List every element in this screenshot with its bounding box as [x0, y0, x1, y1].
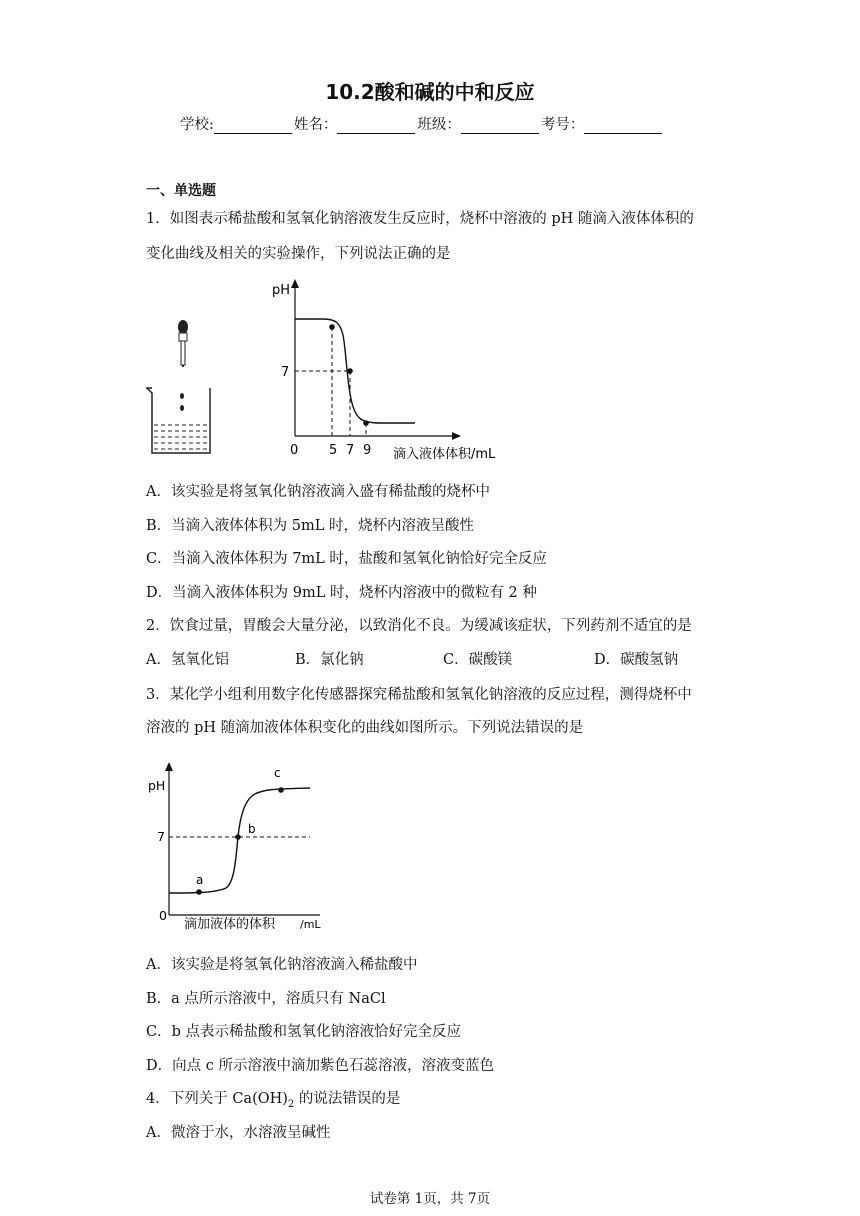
q3-option-b[interactable]: B．a 点所示溶液中，溶质只有 NaCl	[146, 991, 386, 1007]
class-blank[interactable]	[461, 119, 539, 134]
class-label: 班级：	[417, 117, 461, 133]
q1-option-a[interactable]: A．该实验是将氢氧化钠溶液滴入盛有稀盐酸的烧杯中	[146, 484, 490, 500]
q4-stem	[146, 1087, 400, 1110]
q1-x-tick-0: 0	[290, 443, 299, 458]
q3-label-b: b	[248, 822, 256, 836]
q1-x-tick-9: 9	[363, 443, 372, 458]
q1-x-tick-5: 5	[329, 443, 338, 458]
q1-option-b[interactable]: B．当滴入液体体积为 5mL 时，烧杯内溶液呈酸性	[146, 518, 474, 534]
number-label: 考号：	[540, 117, 585, 133]
q1-y-label: pH	[272, 283, 291, 298]
q1-stem-line2: 变化曲线及相关的实验操作，下列说法正确的是	[146, 246, 451, 262]
school-blank[interactable]	[214, 119, 292, 134]
q3-x-unit: /mL	[300, 918, 321, 931]
q3-option-a[interactable]: A．该实验是将氢氧化钠溶液滴入稀盐酸中	[146, 957, 418, 973]
q2-option-a[interactable]: A．氢氧化铝	[146, 652, 229, 668]
q3-y-label: pH	[148, 778, 166, 793]
q4-stem-pre: 4．下列关于 Ca(OH)	[146, 1091, 288, 1107]
school-label: 学校:	[180, 117, 214, 133]
student-info-line	[180, 113, 664, 134]
q2-option-b[interactable]: B．氯化钠	[295, 652, 364, 668]
q4-stem-sub: 2	[287, 1098, 295, 1110]
name-label: 姓名：	[293, 117, 338, 133]
beaker-icon	[146, 388, 210, 453]
q1-y-tick-7: 7	[281, 365, 290, 380]
q2-stem: 2．饮食过量，胃酸会大量分泌，以致消化不良。为缓减该症状，下列药剂不适宜的是	[146, 618, 692, 634]
q3-x-tick-0: 0	[159, 908, 167, 923]
number-blank[interactable]	[584, 119, 662, 134]
q1-point-9	[363, 420, 369, 426]
page-title: 10.2酸和碱的中和反应	[325, 80, 535, 104]
q3-y-tick-7: 7	[157, 829, 165, 844]
q3-x-label: 滴加液体的体积	[184, 917, 276, 932]
q2-option-c[interactable]: C．碳酸镁	[443, 652, 513, 668]
q3-stem-line2: 溶液的 pH 随滴加液体体积变化的曲线如图所示。下列说法错误的是	[146, 720, 584, 736]
q2-option-d[interactable]: D．碳酸氢钠	[594, 652, 679, 668]
q1-option-d[interactable]: D．当滴入液体体积为 9mL 时，烧杯内溶液中的微粒有 2 种	[146, 585, 537, 601]
q3-option-c[interactable]: C．b 点表示稀盐酸和氢氧化钠溶液恰好完全反应	[146, 1024, 461, 1040]
q1-x-label: 滴入液体体积/mL	[393, 447, 496, 462]
dropper-icon	[178, 320, 188, 411]
q3-ph-curve	[169, 788, 310, 893]
q3-option-d[interactable]: D．向点 c 所示溶液中滴加紫色石蕊溶液，溶液变蓝色	[146, 1058, 494, 1074]
q3-stem-line1: 3．某化学小组利用数字化传感器探究稀盐酸和氢氧化钠溶液的反应过程，测得烧杯中	[146, 687, 692, 703]
q3-point-b	[235, 834, 241, 840]
q3-point-a	[196, 889, 202, 895]
q1-figure	[140, 275, 530, 465]
q1-x-tick-7: 7	[346, 443, 355, 458]
q1-stem-line1: 1．如图表示稀盐酸和氢氧化钠溶液发生反应时，烧杯中溶液的 pH 随滴入液体体积的	[146, 211, 694, 227]
q1-option-c[interactable]: C．当滴入液体体积为 7mL 时，盐酸和氢氧化钠恰好完全反应	[146, 551, 547, 567]
section-heading: 一、单选题	[146, 183, 216, 199]
q3-point-c	[278, 787, 284, 793]
q3-figure	[140, 760, 350, 935]
name-blank[interactable]	[337, 119, 415, 134]
page-footer: 试卷第 1页，共 7页	[369, 1191, 491, 1207]
q3-label-a: a	[196, 873, 204, 887]
q1-point-7	[347, 368, 353, 374]
q4-stem-post: 的说法错误的是	[294, 1091, 401, 1107]
q1-point-5	[329, 324, 335, 330]
q4-option-a[interactable]: A．微溶于水，水溶液呈碱性	[146, 1125, 331, 1141]
q3-label-c: c	[274, 766, 281, 780]
